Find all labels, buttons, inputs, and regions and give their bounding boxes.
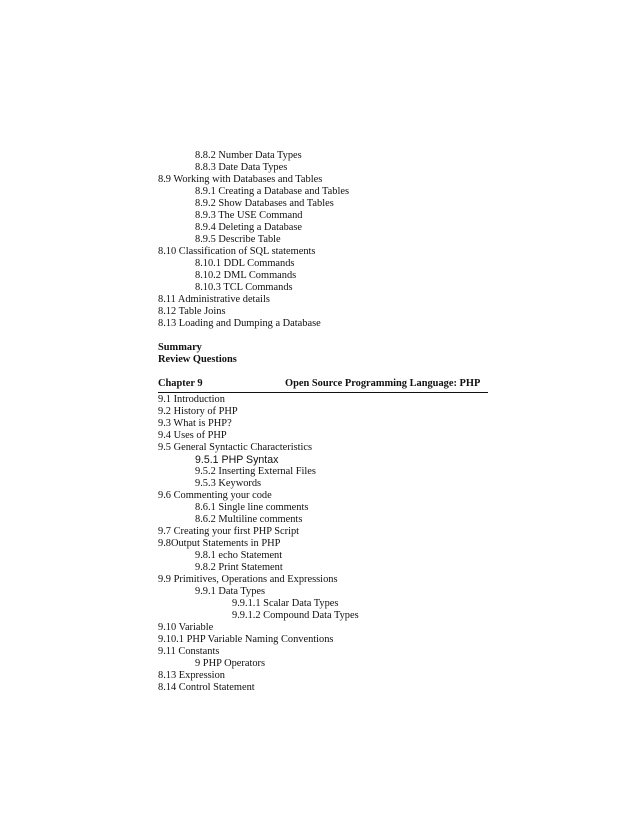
toc-entry: 9.9.1 Data Types <box>195 586 266 597</box>
toc-entry: 8.10.2 DML Commands <box>195 270 297 281</box>
toc-entry: 8.8.2 Number Data Types <box>195 150 302 161</box>
table-of-contents <box>158 150 488 694</box>
toc-entry: 9.9.1.1 Scalar Data Types <box>232 598 339 609</box>
toc-entry: 8.8.3 Date Data Types <box>195 162 288 173</box>
toc-entry: 9.10.1 PHP Variable Naming Conventions <box>158 634 334 645</box>
toc-entry: 9.9 Primitives, Operations and Expressions <box>158 574 338 585</box>
toc-entry: 8.10.1 DDL Commands <box>195 258 295 269</box>
toc-entry: 8.10.3 TCL Commands <box>195 282 293 293</box>
toc-entry: 9.10 Variable <box>158 622 214 633</box>
toc-entry: 8.12 Table Joins <box>158 306 226 317</box>
toc-section-chapter-9 <box>158 394 488 694</box>
toc-entry: 9.8.2 Print Statement <box>195 562 283 573</box>
toc-entry: 9.9.1.2 Compound Data Types <box>232 610 359 621</box>
toc-entry: 9.2 History of PHP <box>158 406 238 417</box>
toc-entry: 8.9.3 The USE Command <box>195 210 303 221</box>
toc-entry: 8.9.2 Show Databases and Tables <box>195 198 334 209</box>
toc-entry: 8.6.2 Multiline comments <box>195 514 303 525</box>
toc-entry: 8.13 Loading and Dumping a Database <box>158 318 321 329</box>
toc-entry: 9.8Output Statements in PHP <box>158 538 281 549</box>
section-gap <box>158 330 488 342</box>
toc-entry: 9.7 Creating your first PHP Script <box>158 526 300 537</box>
toc-entry: 9.8.1 echo Statement <box>195 550 283 561</box>
toc-entry: 8.9.1 Creating a Database and Tables <box>195 186 350 197</box>
toc-entry: 9.5.1 PHP Syntax <box>195 454 279 466</box>
toc-entry: 9.11 Constants <box>158 646 220 657</box>
toc-entry: 8.9 Working with Databases and Tables <box>158 174 323 185</box>
toc-entry: 8.9.5 Describe Table <box>195 234 281 245</box>
toc-entry: 9.3 What is PHP? <box>158 418 232 429</box>
chapter-title: Open Source Programming Language: PHP <box>285 378 481 389</box>
toc-entry: 8.6.1 Single line comments <box>195 502 309 513</box>
chapter-heading <box>158 378 488 393</box>
toc-entry: 9 PHP Operators <box>195 658 266 669</box>
toc-entry: 9.5 General Syntactic Characteristics <box>158 442 313 453</box>
toc-entry: 8.9.4 Deleting a Database <box>195 222 303 233</box>
chapter-number: Chapter 9 <box>158 378 203 389</box>
toc-section-chapter-8 <box>158 150 488 330</box>
toc-entry: 9.5.2 Inserting External Files <box>195 466 316 477</box>
review-questions-heading: Review Questions <box>158 354 237 365</box>
toc-entry: 9.4 Uses of PHP <box>158 430 227 441</box>
toc-entry: 8.10 Classification of SQL statements <box>158 246 316 257</box>
summary-heading: Summary <box>158 342 202 353</box>
toc-entry: 9.1 Introduction <box>158 394 225 405</box>
toc-entry: 8.13 Expression <box>158 670 225 681</box>
toc-entry: 9.6 Commenting your code <box>158 490 272 501</box>
section-gap <box>158 366 488 378</box>
toc-entry: 8.14 Control Statement <box>158 682 255 693</box>
toc-entry: 8.11 Administrative details <box>158 294 270 305</box>
toc-entry: 9.5.3 Keywords <box>195 478 262 489</box>
